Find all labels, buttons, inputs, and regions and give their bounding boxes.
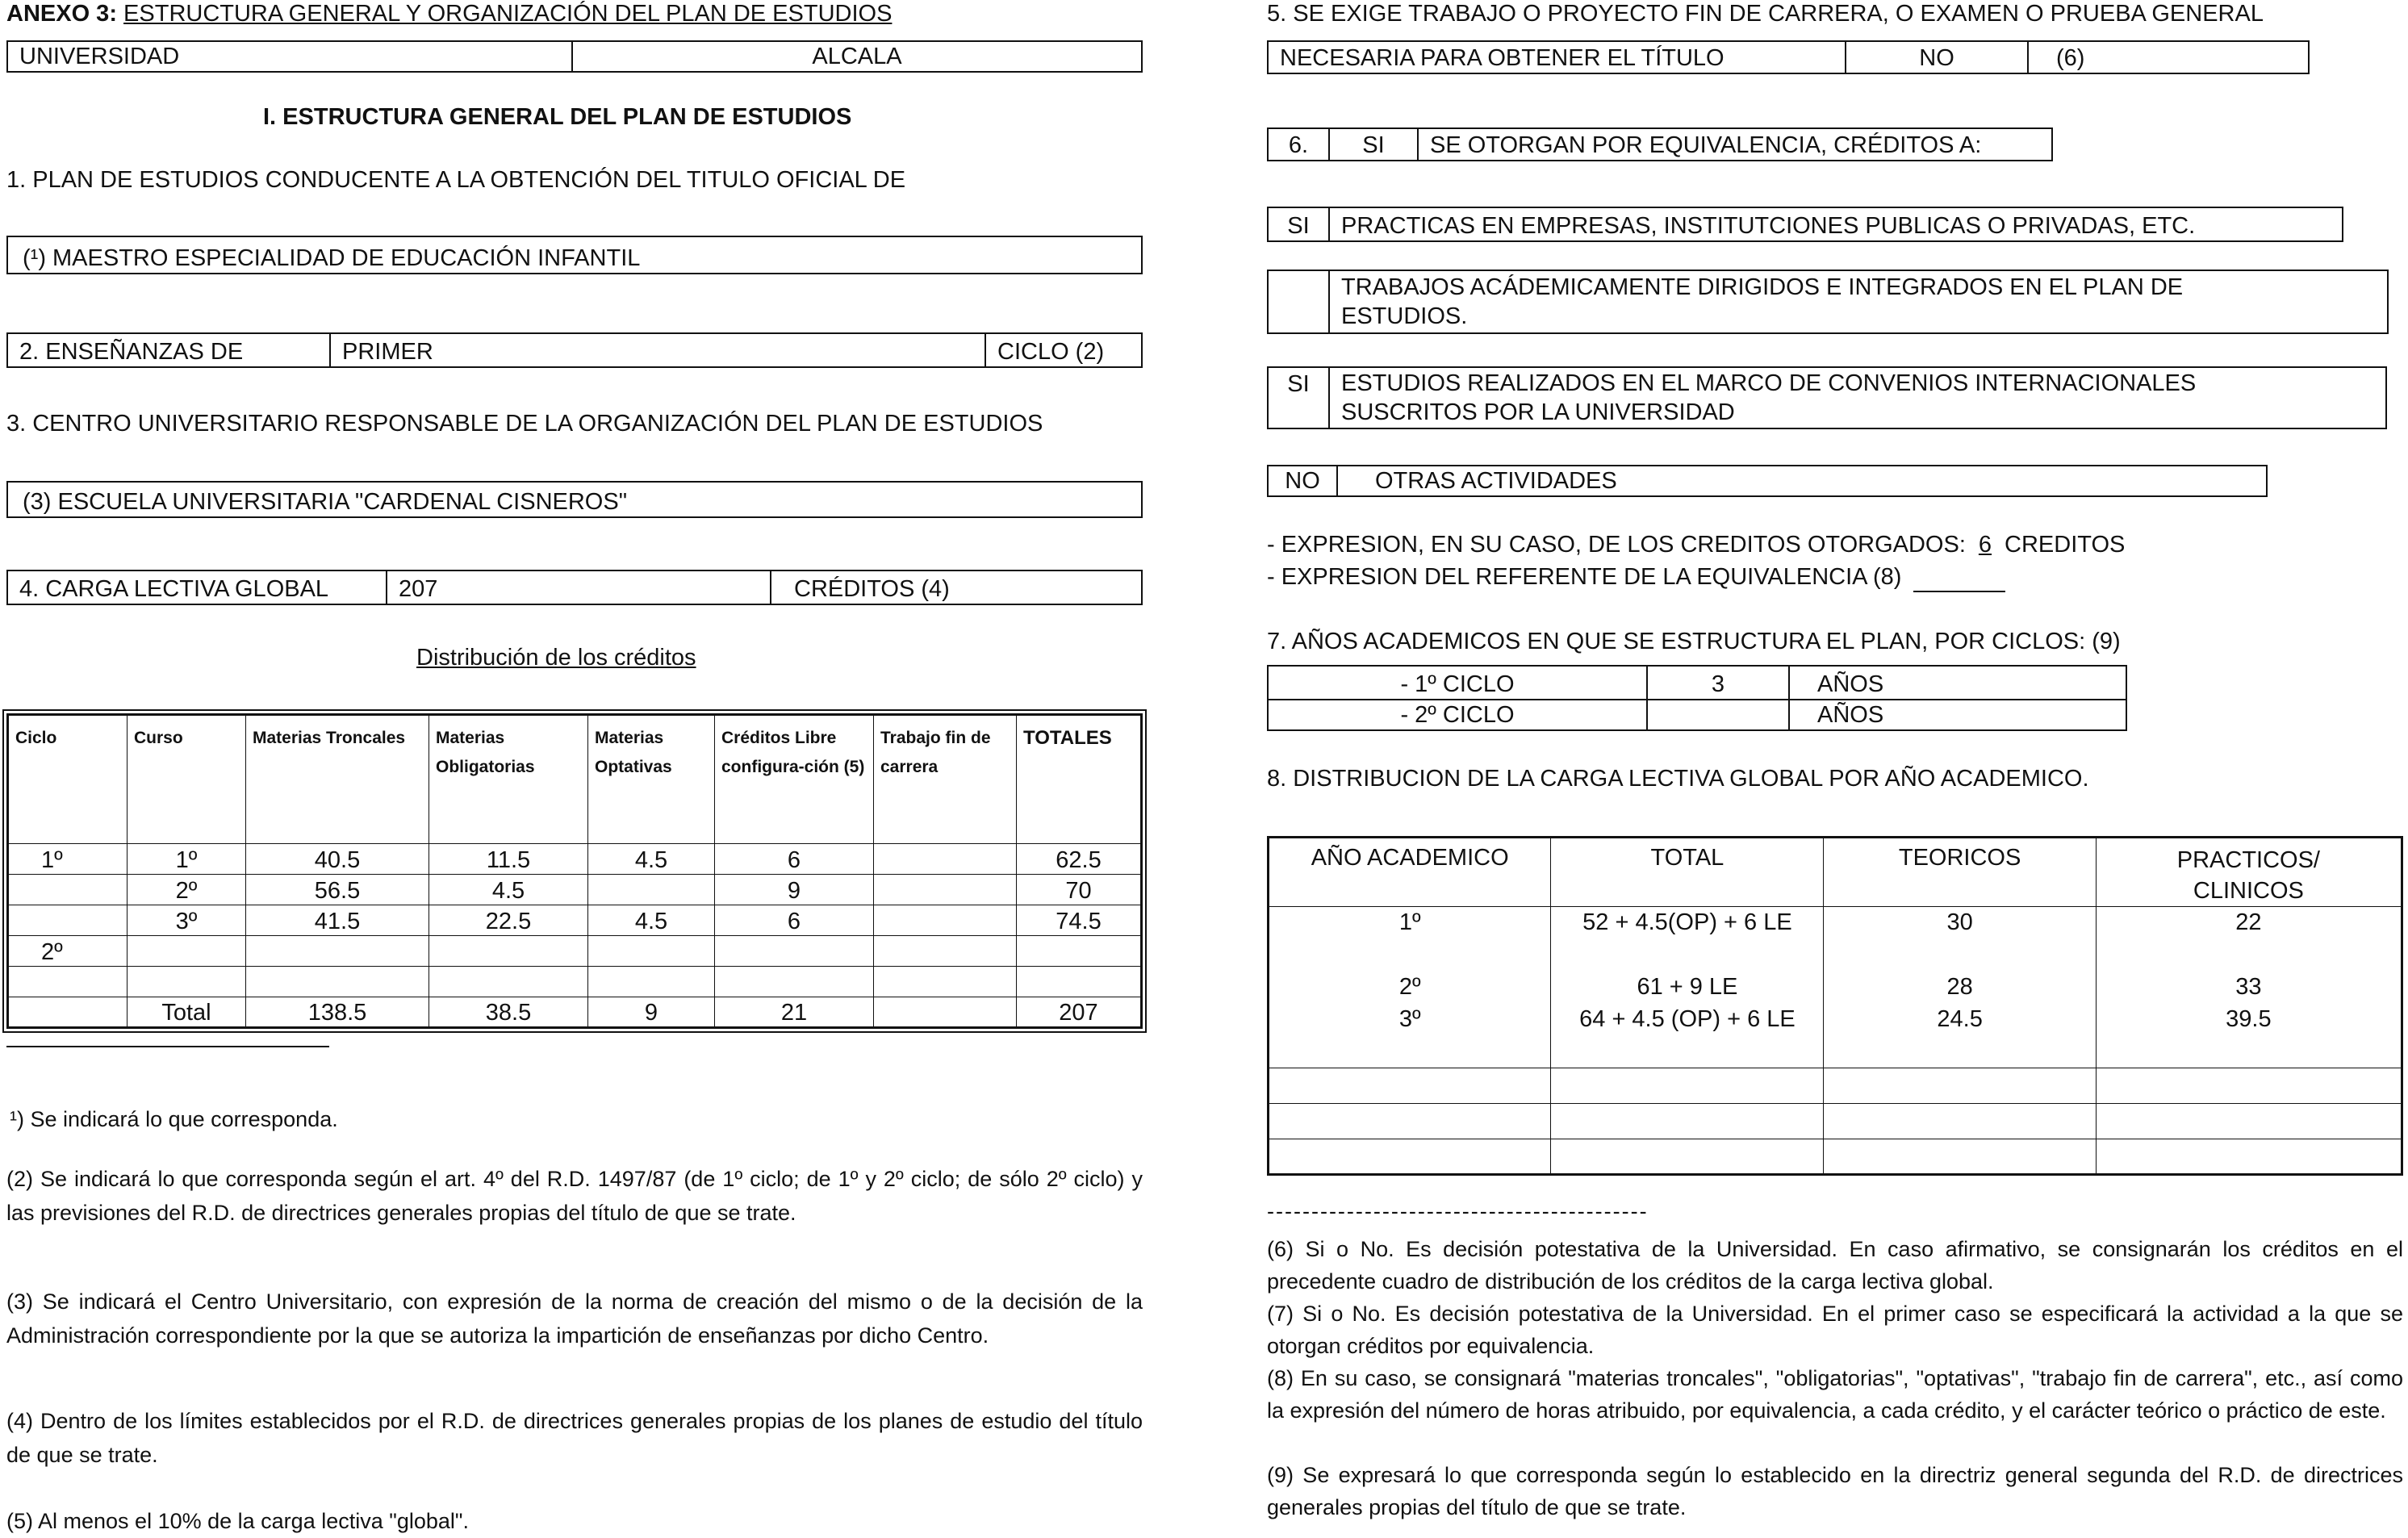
footnote-8: (8) En su caso, se consignará "materias troncales", "obligatorias", "optativas", "trabajo fin de carrera", etc., así como la expresión del número de horas atribuido, por equivalencia, a cada crédito, y el carácter teórico o práctico de este. bbox=[1267, 1366, 2403, 1423]
carga-cell bbox=[1824, 1139, 2096, 1175]
carga-row bbox=[1269, 972, 2402, 1004]
carga-cell bbox=[2096, 1068, 2402, 1104]
universidad-label: UNIVERSIDAD bbox=[8, 42, 573, 71]
carga-row bbox=[1269, 1068, 2402, 1104]
equiv-box-1 bbox=[1267, 207, 2343, 242]
carga-header-ano: AÑO ACADEMICO bbox=[1269, 838, 1551, 907]
creditos-cell bbox=[588, 967, 715, 997]
carga-unit: CRÉDITOS (4) bbox=[794, 576, 950, 602]
carga-cell: 24.5 bbox=[1824, 1004, 2096, 1068]
creditos-cell bbox=[588, 875, 715, 905]
titulo-box bbox=[6, 236, 1143, 274]
centro-box bbox=[6, 481, 1143, 518]
item6-value: SI bbox=[1330, 129, 1419, 160]
ciclo-row-1 bbox=[1269, 667, 2126, 700]
creditos-cell bbox=[874, 844, 1017, 875]
creditos-cell: 70 bbox=[1017, 875, 1142, 905]
item6-number: 6. bbox=[1269, 129, 1330, 160]
footnote-1: ¹) Se indicará lo que corresponda. bbox=[10, 1107, 338, 1131]
carga-cell bbox=[1551, 1068, 1824, 1104]
creditos-cell: 6 bbox=[715, 905, 874, 936]
creditos-cell bbox=[429, 967, 588, 997]
item6-box bbox=[1267, 127, 2053, 161]
equiv-flag-3: SI bbox=[1269, 368, 1330, 428]
footnote-5: (5) Al menos el 10% de la carga lectiva "global". bbox=[6, 1509, 469, 1533]
right-column bbox=[1267, 0, 2403, 1534]
item5-box-value: NO bbox=[1846, 42, 2029, 73]
carga-cell: 52 + 4.5(OP) + 6 LE bbox=[1551, 907, 1824, 972]
header-libre: Créditos Libre configura-ción (5) bbox=[715, 715, 874, 844]
equiv-box-3 bbox=[1267, 366, 2387, 429]
carga-cell bbox=[1269, 1104, 1551, 1139]
header-totales: TOTALES bbox=[1017, 715, 1142, 844]
creditos-cell: 2º bbox=[8, 936, 128, 967]
expresion-creditos-unit: CREDITOS bbox=[2005, 532, 2126, 558]
equiv-text-3: ESTUDIOS REALIZADOS EN EL MARCO DE CONVENIOS INTERNACIONALES SUSCRITOS POR LA UNIVERSIDAD bbox=[1341, 370, 2197, 425]
ciclo-2-value bbox=[1648, 700, 1790, 729]
creditos-cell bbox=[588, 936, 715, 967]
creditos-cell: 3º bbox=[128, 905, 246, 936]
expresion-creditos-value: 6 bbox=[1978, 532, 1992, 558]
creditos-cell: 56.5 bbox=[246, 875, 429, 905]
carga-cell: 61 + 9 LE bbox=[1551, 972, 1824, 1004]
ciclo-2-unit: AÑOS bbox=[1817, 702, 1884, 728]
creditos-cell: 21 bbox=[715, 997, 874, 1028]
distribucion-title: Distribución de los créditos bbox=[416, 645, 696, 671]
expresion-referente-label: - EXPRESION DEL REFERENTE DE LA EQUIVALENCIA (8) bbox=[1267, 564, 1902, 590]
header-curso: Curso bbox=[128, 715, 246, 844]
header-obligatorias: Materias Obligatorias bbox=[429, 715, 588, 844]
item8-label: 8. DISTRIBUCION DE LA CARGA LECTIVA GLOBAL POR AÑO ACADEMICO. bbox=[1267, 766, 2089, 792]
header-troncales: Materias Troncales bbox=[246, 715, 429, 844]
creditos-row bbox=[8, 936, 1142, 967]
expresion-referente-blank bbox=[1913, 563, 2005, 592]
creditos-cell: 4.5 bbox=[588, 905, 715, 936]
creditos-cell bbox=[8, 905, 128, 936]
universidad-box bbox=[6, 40, 1143, 73]
creditos-cell: 9 bbox=[715, 875, 874, 905]
creditos-cell bbox=[8, 875, 128, 905]
creditos-cell: 4.5 bbox=[588, 844, 715, 875]
equiv-text-2: TRABAJOS ACÁDEMICAMENTE DIRIGIDOS E INTEGRADOS EN EL PLAN DE ESTUDIOS. bbox=[1341, 274, 2184, 329]
creditos-cell bbox=[246, 967, 429, 997]
creditos-cell bbox=[715, 967, 874, 997]
carga-cell bbox=[1824, 1104, 2096, 1139]
titulo-value: (¹) MAESTRO ESPECIALIDAD DE EDUCACIÓN INFANTIL bbox=[23, 245, 641, 271]
creditos-table bbox=[6, 713, 1143, 1029]
creditos-cell bbox=[8, 997, 128, 1028]
carga-header-practicos: PRACTICOS/ CLINICOS bbox=[2096, 838, 2402, 907]
footnote-6: (6) Si o No. Es decisión potestativa de la Universidad. En caso afirmativo, se consignarán los créditos en el precedente cuadro de distribución de los créditos de la carga lectiva global. bbox=[1267, 1237, 2403, 1294]
carga-cell: 39.5 bbox=[2096, 1004, 2402, 1068]
ciclo-1-value: 3 bbox=[1648, 667, 1790, 699]
equiv-flag-2 bbox=[1269, 271, 1330, 332]
carga-row bbox=[1269, 1104, 2402, 1139]
equiv-box-4 bbox=[1267, 465, 2268, 497]
ciclos-table bbox=[1267, 665, 2127, 731]
creditos-cell bbox=[246, 936, 429, 967]
anexo-title: ESTRUCTURA GENERAL Y ORGANIZACIÓN DEL PLAN DE ESTUDIOS bbox=[123, 1, 893, 27]
ensenanzas-box bbox=[6, 332, 1143, 368]
item3-label: 3. CENTRO UNIVERSITARIO RESPONSABLE DE LA ORGANIZACIÓN DEL PLAN DE ESTUDIOS bbox=[6, 411, 1043, 437]
header-trabajo: Trabajo fin de carrera bbox=[874, 715, 1017, 844]
carga-anual-table bbox=[1267, 836, 2403, 1176]
creditos-row bbox=[8, 905, 1142, 936]
carga-cell bbox=[1824, 1068, 2096, 1104]
creditos-header-row bbox=[8, 715, 1142, 844]
carga-cell bbox=[2096, 1104, 2402, 1139]
left-column bbox=[6, 0, 1143, 1534]
creditos-cell bbox=[874, 936, 1017, 967]
creditos-cell bbox=[874, 875, 1017, 905]
creditos-cell bbox=[8, 967, 128, 997]
carga-cell bbox=[1269, 1068, 1551, 1104]
creditos-cell bbox=[1017, 967, 1142, 997]
carga-cell: 64 + 4.5 (OP) + 6 LE bbox=[1551, 1004, 1824, 1068]
carga-label: 4. CARGA LECTIVA GLOBAL bbox=[8, 571, 387, 604]
equiv-text-4: OTRAS ACTIVIDADES bbox=[1375, 468, 1617, 494]
item5-box-note: (6) bbox=[2056, 45, 2085, 71]
creditos-cell: 4.5 bbox=[429, 875, 588, 905]
item5-label: 5. SE EXIGE TRABAJO O PROYECTO FIN DE CARRERA, O EXAMEN O PRUEBA GENERAL bbox=[1267, 1, 2264, 27]
ensenanzas-unit: CICLO (2) bbox=[997, 339, 1105, 365]
expresion-creditos-label: - EXPRESION, EN SU CASO, DE LOS CREDITOS OTORGADOS: bbox=[1267, 532, 1966, 558]
creditos-cell: 2º bbox=[128, 875, 246, 905]
carga-cell: 28 bbox=[1824, 972, 2096, 1004]
carga-header-total: TOTAL bbox=[1551, 838, 1824, 907]
carga-cell: 1º bbox=[1269, 907, 1551, 972]
footnote-9: (9) Se expresará lo que corresponda según lo establecido en la directriz general segunda del R.D. de directrices generales propias del título de que se trate. bbox=[1267, 1463, 2403, 1519]
anexo-label: ANEXO 3: bbox=[6, 1, 117, 27]
footnote-2: (2) Se indicará lo que corresponda según el art. 4º del R.D. 1497/87 (de 1º ciclo; de 1º y 2º ciclo; de sólo 2º ciclo) y las previsiones del R.D. de directrices generales propias del título de que se trate. bbox=[6, 1167, 1143, 1225]
carga-box bbox=[6, 570, 1143, 605]
creditos-cell: 38.5 bbox=[429, 997, 588, 1028]
creditos-cell: 41.5 bbox=[246, 905, 429, 936]
creditos-row bbox=[8, 967, 1142, 997]
creditos-cell: 207 bbox=[1017, 997, 1142, 1028]
equiv-flag-1: SI bbox=[1269, 208, 1330, 240]
carga-cell bbox=[1551, 1104, 1824, 1139]
expresion-referente bbox=[1267, 563, 2005, 592]
creditos-cell: Total bbox=[128, 997, 246, 1028]
carga-cell bbox=[2096, 1139, 2402, 1175]
equiv-flag-4: NO bbox=[1269, 466, 1338, 495]
ensenanzas-label: 2. ENSEÑANZAS DE bbox=[8, 334, 331, 366]
creditos-cell: 11.5 bbox=[429, 844, 588, 875]
creditos-cell bbox=[874, 905, 1017, 936]
carga-cell: 22 bbox=[2096, 907, 2402, 972]
item5-box bbox=[1267, 40, 2310, 74]
centro-value: (3) ESCUELA UNIVERSITARIA "CARDENAL CISNEROS" bbox=[23, 489, 627, 515]
item1-label: 1. PLAN DE ESTUDIOS CONDUCENTE A LA OBTENCIÓN DEL TITULO OFICIAL DE bbox=[6, 167, 906, 193]
carga-cell: 30 bbox=[1824, 907, 2096, 972]
anexo-heading bbox=[6, 0, 892, 27]
ciclo-row-2 bbox=[1269, 700, 2126, 729]
carga-row bbox=[1269, 907, 2402, 972]
creditos-cell bbox=[715, 936, 874, 967]
creditos-row bbox=[8, 997, 1142, 1028]
carga-cell bbox=[1269, 1139, 1551, 1175]
header-ciclo: Ciclo bbox=[8, 715, 128, 844]
header-optativas: Materias Optativas bbox=[588, 715, 715, 844]
creditos-cell bbox=[429, 936, 588, 967]
expresion-creditos bbox=[1267, 531, 2125, 558]
carga-cell bbox=[1551, 1139, 1824, 1175]
creditos-cell bbox=[874, 997, 1017, 1028]
carga-cell: 2º bbox=[1269, 972, 1551, 1004]
creditos-cell: 40.5 bbox=[246, 844, 429, 875]
footnote-rule bbox=[6, 1046, 329, 1047]
carga-header-row bbox=[1269, 838, 2402, 907]
carga-row bbox=[1269, 1004, 2402, 1068]
creditos-cell: 1º bbox=[8, 844, 128, 875]
item7-label: 7. AÑOS ACADEMICOS EN QUE SE ESTRUCTURA EL PLAN, POR CICLOS: (9) bbox=[1267, 629, 2121, 654]
creditos-cell: 138.5 bbox=[246, 997, 429, 1028]
ensenanzas-value: PRIMER bbox=[331, 334, 986, 366]
creditos-cell bbox=[1017, 936, 1142, 967]
ciclo-1-unit: AÑOS bbox=[1817, 671, 1884, 697]
footnote-4: (4) Dentro de los límites establecidos por el R.D. de directrices generales propias de los planes de estudio del título de que se trate. bbox=[6, 1409, 1143, 1467]
creditos-cell: 74.5 bbox=[1017, 905, 1142, 936]
creditos-row bbox=[8, 844, 1142, 875]
creditos-cell: 62.5 bbox=[1017, 844, 1142, 875]
ciclo-1-label: - 1º CICLO bbox=[1269, 667, 1648, 699]
item6-text: SE OTORGAN POR EQUIVALENCIA, CRÉDITOS A: bbox=[1430, 132, 1982, 158]
footnote-separator: ------------------------------------------- bbox=[1267, 1199, 1649, 1223]
universidad-value: ALCALA bbox=[812, 44, 902, 69]
ciclo-2-label: - 2º CICLO bbox=[1269, 700, 1648, 729]
carga-row bbox=[1269, 1139, 2402, 1175]
carga-cell: 33 bbox=[2096, 972, 2402, 1004]
creditos-row bbox=[8, 875, 1142, 905]
equiv-text-1: PRACTICAS EN EMPRESAS, INSTITUTCIONES PUBLICAS O PRIVADAS, ETC. bbox=[1341, 213, 2196, 239]
creditos-cell bbox=[874, 967, 1017, 997]
equiv-box-2 bbox=[1267, 270, 2389, 334]
creditos-cell bbox=[128, 936, 246, 967]
carga-value: 207 bbox=[387, 571, 771, 604]
creditos-cell: 1º bbox=[128, 844, 246, 875]
creditos-cell: 22.5 bbox=[429, 905, 588, 936]
footnote-7: (7) Si o No. Es decisión potestativa de la Universidad. En el primer caso se especificará la actividad a la que se otorgan créditos por equivalencia. bbox=[1267, 1302, 2403, 1358]
footnote-3: (3) Se indicará el Centro Universitario, con expresión de la norma de creación del mismo o de la decisión de la Administración correspondiente por la que se autoriza la impartición de enseñanzas por dicho Centro. bbox=[6, 1289, 1143, 1348]
carga-header-teoricos: TEORICOS bbox=[1824, 838, 2096, 907]
section-title: I. ESTRUCTURA GENERAL DEL PLAN DE ESTUDIOS bbox=[263, 104, 852, 130]
creditos-cell bbox=[128, 967, 246, 997]
carga-cell: 3º bbox=[1269, 1004, 1551, 1068]
item5-box-label: NECESARIA PARA OBTENER EL TÍTULO bbox=[1269, 42, 1846, 73]
creditos-cell: 6 bbox=[715, 844, 874, 875]
creditos-cell: 9 bbox=[588, 997, 715, 1028]
